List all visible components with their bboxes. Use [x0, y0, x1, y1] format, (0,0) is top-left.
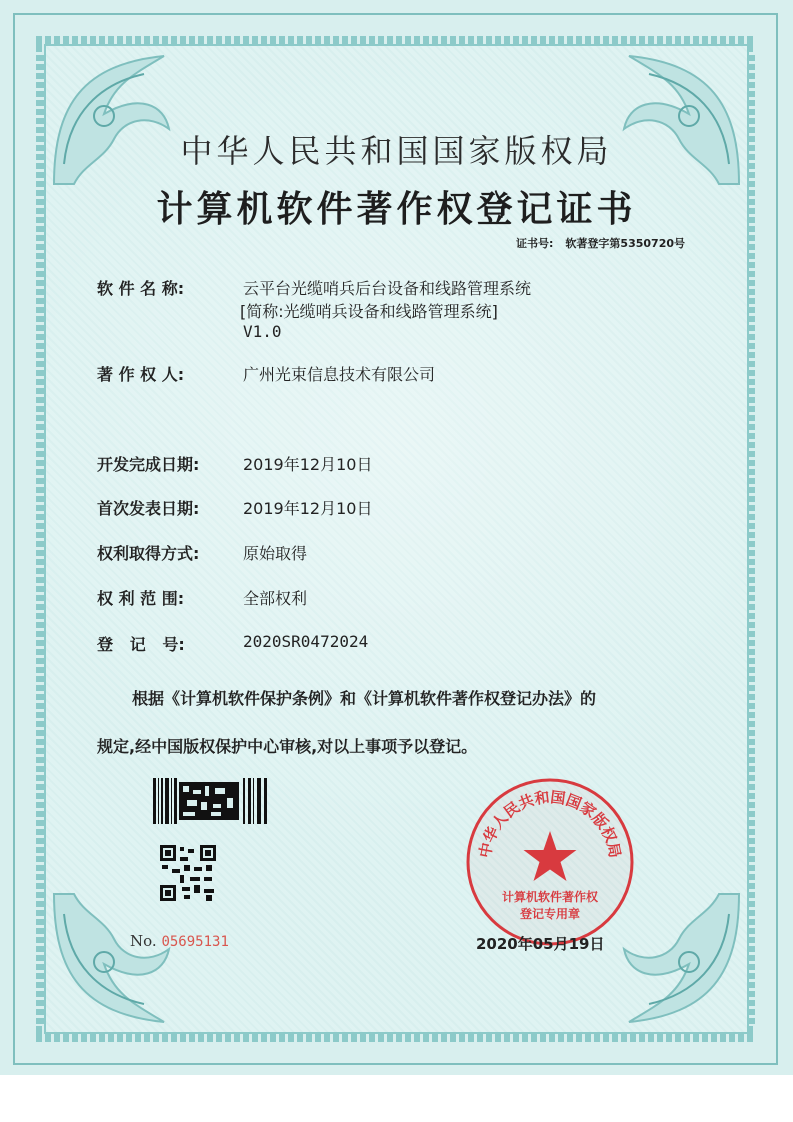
acquire-method-value: 原始取得 — [243, 544, 308, 563]
statement-line-2: 规定,经中国版权保护中心审核,对以上事项予以登记。 — [97, 737, 478, 756]
software-name-line1: 云平台光缆哨兵后台设备和线路管理系统 — [243, 279, 532, 298]
seal-line-1: 计算机软件著作权 — [501, 890, 598, 904]
barcode — [153, 778, 267, 824]
owner-label: 著 作 权 人: — [97, 365, 185, 384]
certificate-number-label: 证书号: — [516, 237, 554, 250]
qr-code — [160, 845, 216, 901]
rights-scope-label: 权 利 范 围: — [97, 589, 185, 608]
dev-date-label: 开发完成日期: — [97, 455, 200, 474]
pub-date-label: 首次发表日期: — [97, 499, 200, 518]
certificate-number — [516, 235, 685, 251]
dev-date-value: 2019年12月10日 — [243, 455, 373, 474]
acquire-method-label: 权利取得方式: — [97, 544, 200, 563]
statement-line-1: 根据《计算机软件保护条例》和《计算机软件著作权登记办法》的 — [132, 689, 597, 708]
certificate-number-value: 软著登字第5350720号 — [565, 237, 685, 250]
serial-label: No. — [130, 932, 157, 950]
registration-number-label: 登 记 号: — [97, 635, 185, 654]
rights-scope-value: 全部权利 — [243, 589, 308, 608]
software-name-line2: [简称:光缆哨兵设备和线路管理系统] — [240, 302, 498, 321]
owner-value: 广州光束信息技术有限公司 — [243, 365, 436, 384]
registration-number-value: 2020SR0472024 — [243, 632, 369, 651]
software-version: V1.0 — [243, 322, 282, 341]
seal-line-2: 登记专用章 — [519, 907, 580, 921]
official-seal — [464, 776, 636, 948]
issue-date: 2020年05月19日 — [476, 935, 605, 953]
certificate-title: 计算机软件著作权登记证书 — [156, 188, 637, 230]
seal-arc-text: 中华人民共和国国家版权局 — [475, 788, 625, 860]
serial-value: 05695131 — [161, 934, 229, 950]
serial-number — [130, 932, 229, 950]
issuing-authority: 中华人民共和国国家版权局 — [180, 132, 613, 170]
software-name-label: 软 件 名 称: — [97, 279, 185, 298]
corner-ornament-bottom-left — [44, 884, 194, 1034]
pub-date-value: 2019年12月10日 — [243, 499, 373, 518]
